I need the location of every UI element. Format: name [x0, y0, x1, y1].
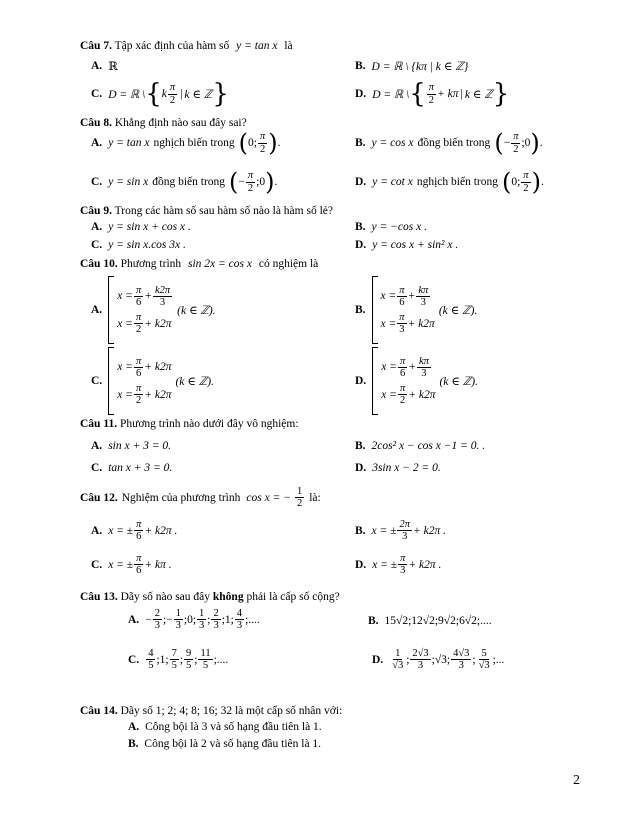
option-tail: ;.... — [213, 653, 229, 666]
q10-option-b[interactable]: B. x = $\frac{\pi}{6}$ + $\frac{k\pi}{3}$ x = $\frac{\pi}{3}$ + k2π (k ∈ ℤ). — [355, 276, 477, 344]
question-label: Câu 7. — [80, 40, 112, 52]
q10-option-d[interactable]: D. x = $\frac{\pi}{6}$ + $\frac{k\pi}{3}$ x = $\frac{\pi}{2}$ + k2π (k ∈ ℤ). — [355, 347, 478, 415]
q11-option-c[interactable] — [91, 462, 172, 474]
question-text: Tập xác định của hàm số — [114, 40, 230, 52]
question-emphasis: không — [212, 591, 244, 603]
option-label: A. — [128, 613, 140, 626]
q13-option-c[interactable]: C. $\frac{4}{5}$ ;1; $\frac{7}{5}$ ; $\frac{9}{5}$ ; $\frac{11}{5}$ ;.... — [128, 648, 229, 672]
question-tail: là — [284, 40, 293, 52]
q11-option-a[interactable] — [91, 440, 171, 452]
q14-option-b[interactable] — [128, 738, 321, 750]
option-text: k ∈ ℤ — [184, 89, 213, 101]
option-label: D. — [355, 375, 367, 387]
option-label: C. — [91, 462, 103, 474]
option-text: 2cos² x − cos x −1 = 0. . — [371, 440, 486, 452]
option-label: A. — [91, 440, 103, 452]
q8-option-d[interactable]: D. y = cot x nghịch biến trong ( 0; $\frac{\pi}{2}$ ) . — [355, 168, 544, 196]
option-label: B. — [355, 304, 366, 316]
q8-option-b[interactable]: B. y = cos x đồng biến trong ( − $\frac{\pi}{2}$ ;0 ) . — [355, 129, 543, 157]
option-label: B. — [128, 738, 139, 750]
q11-option-d[interactable] — [355, 462, 441, 474]
question-label: Câu 9. — [80, 205, 112, 217]
q12-option-a[interactable]: A. x = ± $\frac{\pi}{6}$ + k2π . — [91, 519, 178, 543]
option-text: k ∈ ℤ — [464, 89, 493, 101]
option-label: B. — [355, 524, 366, 537]
option-label: A. — [91, 221, 103, 233]
option-label: A. — [91, 524, 103, 537]
q7-option-a[interactable] — [91, 59, 118, 73]
option-label: C. — [91, 375, 103, 387]
option-text: y = −cos x . — [371, 221, 427, 233]
option-tail: ;... — [492, 653, 505, 666]
q9-option-b[interactable] — [355, 221, 427, 233]
option-label: C. — [91, 176, 103, 188]
question-label: Câu 13. — [80, 591, 118, 603]
option-label: A. — [91, 304, 103, 316]
option-label: C. — [128, 653, 140, 666]
q9-option-c[interactable] — [91, 239, 186, 251]
question-8 — [80, 117, 247, 129]
question-text: Dãy số 1; 2; 4; 8; 16; 32 là một cấp số nhân với: — [120, 705, 343, 717]
q8-option-c[interactable]: C. y = sin x đồng biến trong ( − $\frac{\pi}{2}$ ;0 ) . — [91, 168, 278, 196]
q10-option-a[interactable]: A. x = $\frac{\pi}{6}$ + $\frac{k2\pi}{3}$ x = $\frac{\pi}{2}$ + k2π (k ∈ ℤ). — [91, 276, 216, 344]
question-text: Phương trình nào dưới đây vô nghiệm: — [119, 418, 299, 430]
option-text: y = cos x + sin² x . — [372, 239, 459, 251]
question-9 — [80, 205, 333, 217]
q13-option-d[interactable]: D. $\frac{1}{√3}$ ; $\frac{2√3}{3}$ ;√3; $\frac{4√3}{3}$ ; $\frac{5}{√3}$ ;... — [372, 648, 505, 672]
option-text: (k ∈ ℤ). — [175, 376, 214, 388]
question-13 — [80, 591, 340, 603]
option-label: C. — [91, 558, 103, 571]
option-label: B. — [355, 137, 366, 149]
option-text: ℝ — [108, 61, 118, 73]
q7-option-c[interactable]: C. D = ℝ \ { k $\frac{\pi}{2}$ | k ∈ ℤ } — [91, 79, 229, 109]
option-label: B. — [368, 615, 379, 627]
option-label: D. — [355, 558, 367, 571]
question-text-after: phải là cấp số cộng? — [246, 591, 340, 603]
question-12: Câu 12. Nghiệm của phương trình cos x = − $\frac{1}{2}$ là: — [80, 486, 321, 510]
expression: sin 2x = cos x — [188, 258, 252, 270]
option-label: C. — [91, 239, 103, 251]
option-text: (k ∈ ℤ). — [438, 305, 478, 317]
option-text: (k ∈ ℤ). — [439, 376, 478, 388]
question-label: Câu 8. — [80, 117, 112, 129]
q9-option-a[interactable] — [91, 221, 191, 233]
option-text: y = sin x + cos x . — [108, 221, 191, 233]
q10-option-c[interactable]: C. x = $\frac{\pi}{6}$ + k2π x = $\frac{\pi}{2}$ + k2π (k ∈ ℤ). — [91, 347, 214, 415]
option-label: A. — [91, 137, 103, 149]
option-text: tan x + 3 = 0. — [108, 462, 173, 474]
option-text: nghịch biến trong — [416, 176, 498, 188]
option-text: 3sin x − 2 = 0. — [372, 462, 441, 474]
option-label: A. — [128, 721, 140, 733]
option-label: A. — [91, 60, 103, 72]
option-text: nghịch biến trong — [153, 137, 235, 149]
q11-option-b[interactable] — [355, 440, 485, 452]
q7-option-b[interactable] — [355, 59, 468, 73]
option-label: B. — [355, 60, 366, 72]
option-label: D. — [372, 653, 384, 666]
q13-option-a[interactable]: A. − $\frac{2}{3}$ ;− $\frac{1}{3}$ ;0; $\frac{1}{3}$ ; $\frac{2}{3}$ ;1; $\frac{4}{3}$ ;.... — [128, 608, 260, 632]
question-text: Khẳng định nào sau đây sai? — [114, 117, 247, 129]
question-10 — [80, 258, 318, 270]
option-text: D = ℝ \ {kπ | k ∈ ℤ} — [371, 61, 469, 73]
option-label: B. — [355, 221, 366, 233]
question-label: Câu 14. — [80, 705, 118, 717]
question-tail: có nghiệm là — [258, 258, 319, 270]
question-label: Câu 12. — [80, 491, 118, 504]
question-14 — [80, 705, 342, 717]
option-text: Công bội là 3 và số hạng đầu tiên là 1. — [145, 721, 322, 733]
option-label: D. — [355, 462, 367, 474]
option-label: D. — [355, 239, 367, 251]
option-text: sin x + 3 = 0. — [108, 440, 171, 452]
option-label: B. — [355, 440, 366, 452]
option-text: (k ∈ ℤ). — [177, 305, 216, 317]
question-7 — [80, 40, 293, 52]
option-text: y = sin x.cos 3x . — [108, 239, 186, 251]
option-label: C. — [91, 88, 103, 100]
question-11 — [80, 418, 299, 430]
page-number: 2 — [573, 773, 580, 788]
question-text: Dãy số nào sau đây — [120, 591, 211, 603]
question-text: Phương trình — [120, 258, 182, 270]
question-label: Câu 11. — [80, 418, 118, 430]
question-label: Câu 10. — [80, 258, 118, 270]
option-label: D. — [355, 176, 367, 188]
expression: y = tan x — [236, 40, 278, 52]
q12-option-d[interactable]: D. x = ± $\frac{\pi}{3}$ + k2π . — [355, 553, 442, 577]
q13-option-b[interactable] — [368, 615, 492, 627]
question-text: Nghiệm của phương trình — [121, 491, 241, 504]
question-tail: là: — [309, 491, 321, 504]
option-text: Công bội là 2 và số hạng đầu tiên là 1. — [144, 738, 322, 750]
q8-option-a[interactable]: A. y = tan x nghịch biến trong ( 0; $\frac{\pi}{2}$ ) . — [91, 129, 281, 157]
option-label: D. — [355, 88, 367, 100]
option-text: đồng biến trong — [417, 137, 491, 149]
option-text: đồng biến trong — [152, 176, 226, 188]
option-text: 15√2;12√2;9√2;6√2;.... — [384, 615, 492, 627]
q7-option-d[interactable]: D. D = ℝ \ { $\frac{\pi}{2}$ + kπ | k ∈ ℤ } — [355, 79, 510, 109]
question-text: Trong các hàm số sau hàm số nào là hàm số lẻ? — [114, 205, 333, 217]
q14-option-a[interactable] — [128, 721, 322, 733]
q9-option-d[interactable] — [355, 239, 458, 251]
q12-option-c[interactable]: C. x = ± $\frac{\pi}{6}$ + kπ . — [91, 553, 172, 577]
q12-option-b[interactable]: B. x = ± $\frac{2\pi}{3}$ + k2π . — [355, 519, 447, 543]
